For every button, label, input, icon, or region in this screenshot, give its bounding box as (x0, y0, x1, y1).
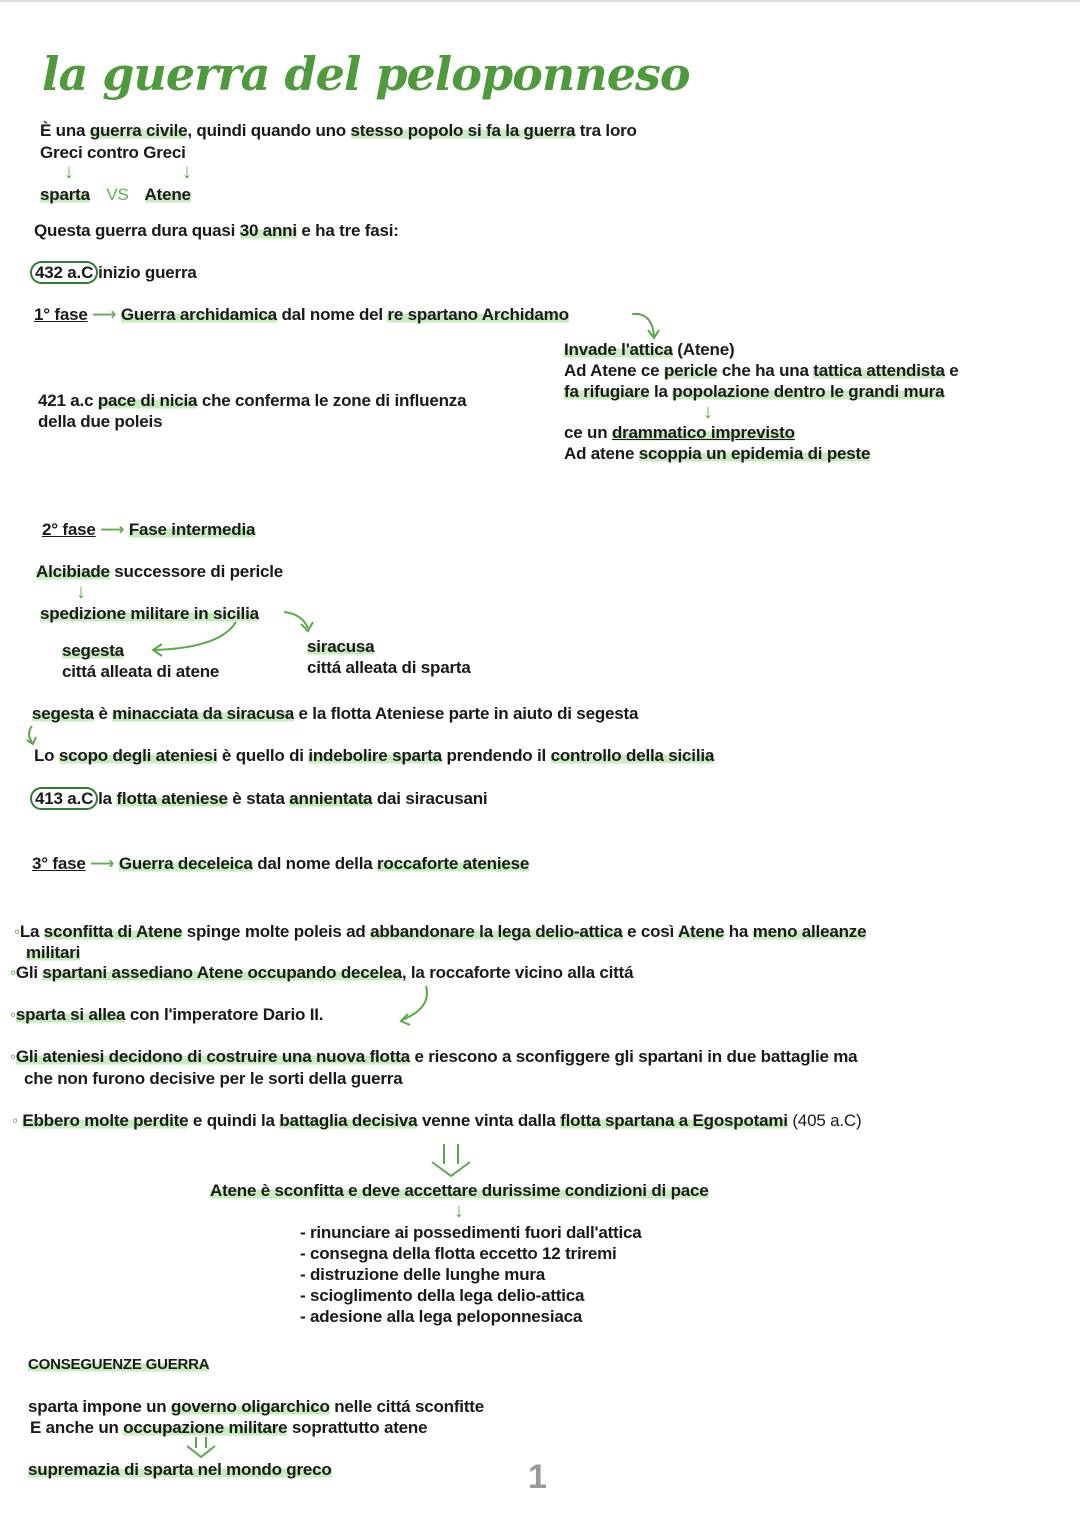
phase-1-heading: 1° fase ⟶ Guerra archidamica dal nome del re spartano Archidamo (34, 305, 569, 324)
peace-condition: - distruzione delle lunghe mura (300, 1265, 546, 1284)
arrow-down-icon: ↓ (76, 581, 86, 603)
nicia-line-2: della due poleis (38, 412, 163, 431)
bullet-4-line-1: ◦Gli ateniesi decidono di costruire una nuova flotta e riescono a sconfiggere gli spartani in due battaglie ma (10, 1047, 858, 1066)
peace-condition: - consegna della flotta eccetto 12 triremi (300, 1244, 617, 1263)
curved-arrow-icon (630, 306, 670, 342)
bullet-2: ◦Gli spartani assediano Atene occupando decelea, la roccaforte vicino alla cittá (10, 963, 634, 982)
peste-line: Ad atene scoppia un epidemia di peste (564, 444, 871, 463)
arrow-down-icon: ↓ (703, 401, 713, 423)
segesta-desc: cittá alleata di atene (62, 662, 220, 681)
spedizione-line: spedizione militare in sicilia (40, 604, 259, 623)
sparta-vs-atene: sparta VS Atene (40, 185, 191, 204)
peace-condition: - rinunciare ai possedimenti fuori dall'attica (300, 1223, 642, 1242)
scopo-line: Lo scopo degli ateniesi è quello di indebolire sparta prendendo il controllo della sicilia (34, 746, 715, 765)
segesta-label: segesta (62, 641, 124, 660)
consequences-line-3: supremazia di sparta nel mondo greco (28, 1460, 332, 1479)
consequences-line-2: E anche un occupazione militare soprattutto atene (30, 1418, 428, 1437)
curved-arrow-icon (396, 984, 436, 1028)
intro-line-1: È una guerra civile, quindi quando uno stesso popolo si fa la guerra tra loro (40, 121, 637, 140)
page-number: 1 (528, 1458, 547, 1496)
consequences-heading: CONSEGUENZE GUERRA (28, 1356, 210, 1373)
minaccia-line: segesta è minacciata da siracusa e la flotta Ateniese parte in aiuto di segesta (32, 704, 639, 723)
double-arrow-down-icon (428, 1142, 474, 1180)
invade-attica: Invade l'attica (Atene) (564, 340, 735, 359)
intro-line-2: Greci contro Greci (40, 143, 186, 162)
bullet-5: ◦ Ebbero molte perdite e quindi la battaglia decisiva venne vinta dalla flotta spartana a Egospotami (405 a.C) (12, 1111, 862, 1130)
peace-condition: - adesione alla lega peloponnesiaca (300, 1307, 583, 1326)
curved-arrow-icon (150, 606, 320, 658)
arrow-down-icon: ↓ (454, 1200, 464, 1222)
war-start: 432 a.C inizio guerra (30, 262, 197, 283)
bullet-4-line-2: che non furono decisive per le sorti della guerra (24, 1069, 403, 1088)
bullet-3: ◦sparta si allea con l'imperatore Dario II. (10, 1005, 324, 1024)
war-duration: Questa guerra dura quasi 30 anni e ha tre fasi: (34, 221, 399, 240)
page-title: la guerra del peloponneso (42, 47, 690, 101)
phase-2-heading: 2° fase ⟶ Fase intermedia (42, 520, 256, 539)
arrow-down-icon: ↓ (64, 161, 74, 183)
arrow-down-icon: ↓ (182, 161, 192, 183)
mura-line: fa rifugiare la popolazione dentro le grandi mura (564, 382, 945, 401)
pericle-line: Ad Atene ce pericle che ha una tattica attendista e (564, 361, 959, 380)
phase-3-heading: 3° fase ⟶ Guerra deceleica dal nome della roccaforte ateniese (32, 854, 530, 873)
alcibiade-line: Alcibiade successore di pericle (36, 562, 284, 581)
peace-headline: Atene è sconfitta e deve accettare durissime condizioni di pace (210, 1181, 709, 1200)
peace-condition: - scioglimento della lega delio-attica (300, 1286, 585, 1305)
imprevisto-line: ce un drammatico imprevisto (564, 423, 795, 442)
double-arrow-down-icon (184, 1436, 218, 1460)
bullet-1-line-2: militari (26, 943, 81, 962)
annientata-line: 413 a.C la flotta ateniese è stata annientata dai siracusani (30, 788, 487, 809)
nicia-line-1: 421 a.c pace di nicia che conferma le zone di influenza (38, 391, 467, 410)
consequences-line-1: sparta impone un governo oligarchico nelle cittá sconfitte (28, 1397, 484, 1416)
bullet-1-line-1: ◦La sconfitta di Atene spinge molte poleis ad abbandonare la lega delio-attica e così Atene ha meno alleanze (14, 922, 867, 941)
top-border (0, 0, 1080, 2)
siracusa-label: siracusa (307, 637, 375, 656)
siracusa-desc: cittá alleata di sparta (307, 658, 471, 677)
